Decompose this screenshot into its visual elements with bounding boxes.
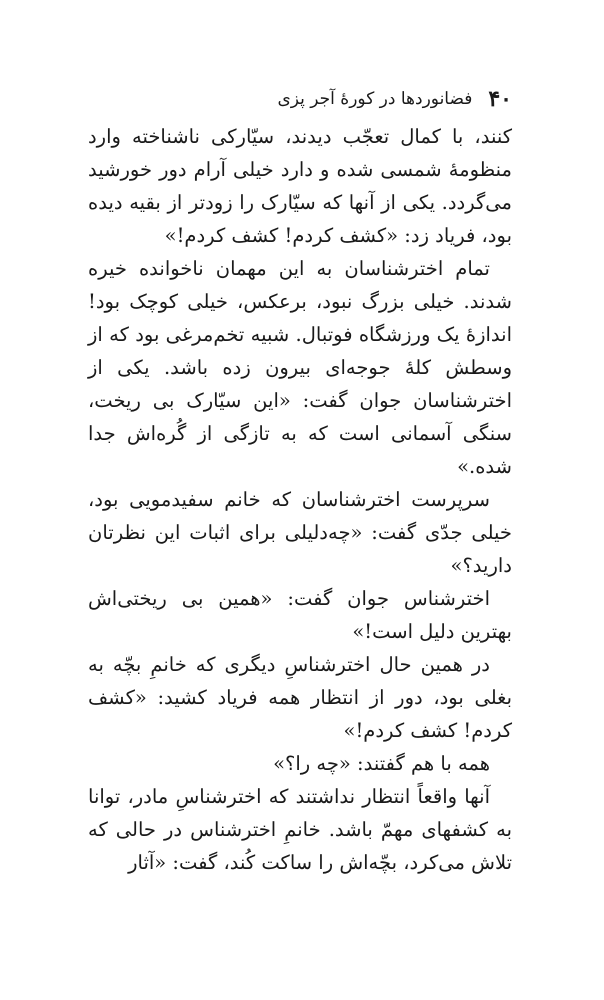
paragraph: کنند، با کمال تعجّب دیدند، سیّارکی ناشناخته وارد منظومهٔ شمسی شده و دارد خیلی آرام دور خورشید می‌گردد. یکی از آنها که سیّارک را زودتر از بقیه دیده بود، فریاد زد: «کشف کردم! کشف کردم!» <box>88 125 512 247</box>
running-title: فضانوردها در کورهٔ آجر پزی <box>277 89 473 109</box>
paragraph: اخترشناس جوان گفت: «همین بی ریختی‌اش بهترین دلیل است!» <box>88 587 512 643</box>
body-text <box>88 120 512 879</box>
page-number: ۴۰ <box>488 86 512 112</box>
paragraph: همه با هم گفتند: «چه را؟» <box>273 752 490 775</box>
paragraph: آنها واقعاً انتظار نداشتند که اخترشناسِ مادر، توانا به کشفهای مهمّ باشد. خانمِ اخترشناس در حالی که تلاش می‌کرد، بچّه‌اش را ساکت کُند، گفت: «آثار <box>88 785 512 874</box>
paragraph: سرپرست اخترشناسان که خانم سفیدمویی بود، خیلی جدّی گفت: «چه‌دلیلی برای اثبات این نظرتان دارید؟» <box>88 488 512 577</box>
running-header <box>250 84 512 114</box>
paragraph: تمام اخترشناسان به این مهمان ناخوانده خیره شدند. خیلی بزرگ نبود، برعکس، خیلی کوچک بود! اندازهٔ یک ورزشگاه فوتبال. شبیه تخم‌مرغی بود که از وسطش کلهٔ جوجه‌ای بیرون زده باشد. یکی از اخترشناسان جوان گفت: «این سیّارک بی ریخت، سنگی آسمانی است که به تازگی از گُره‌اش جدا شده.» <box>88 257 512 478</box>
paragraph: در همین حال اخترشناسِ دیگری که خانمِ بچّه به بغلی بود، دور از انتظار همه فریاد کشید: «کشف کردم! کشف کردم!» <box>88 653 512 742</box>
